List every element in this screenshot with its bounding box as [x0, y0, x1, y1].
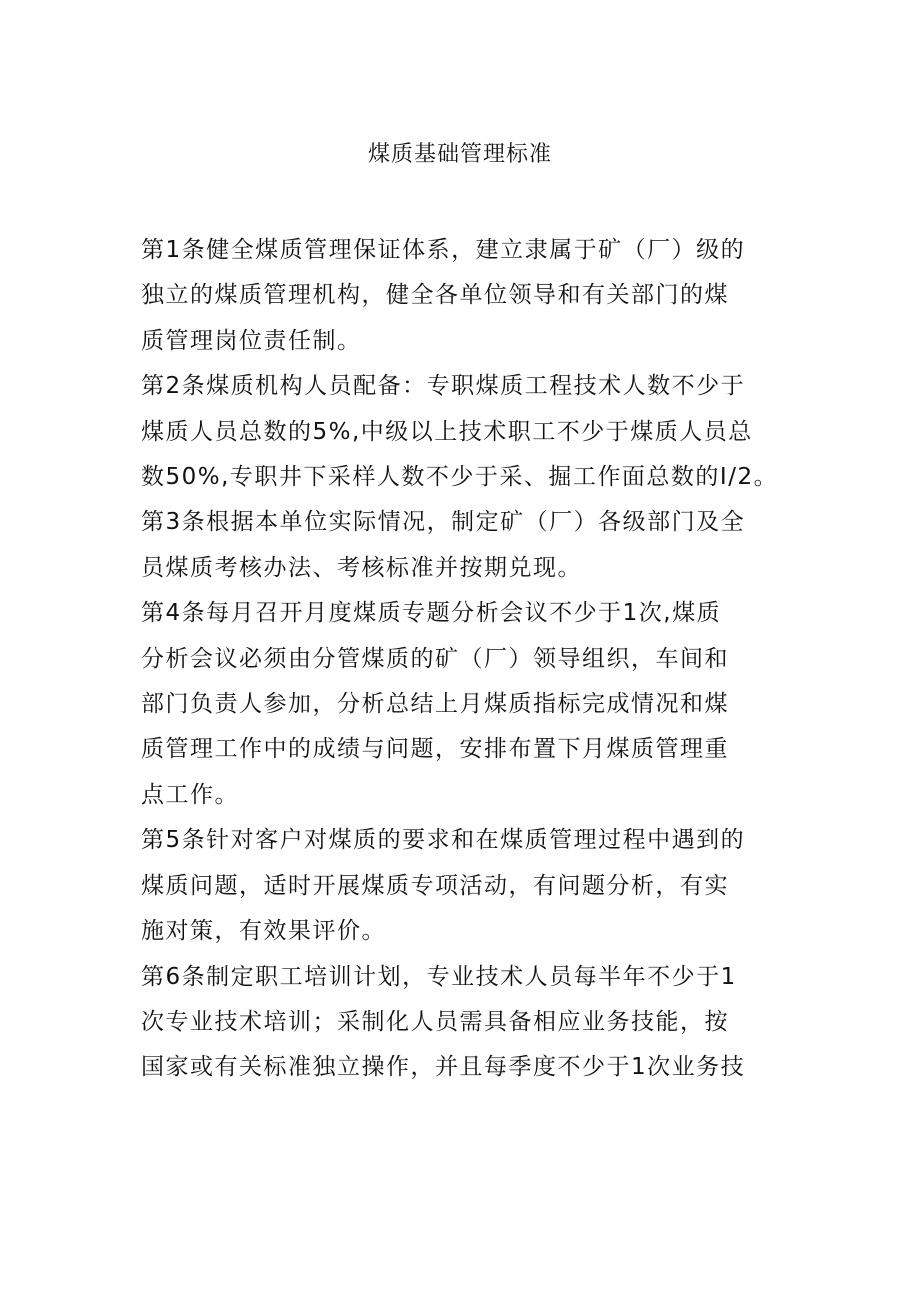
text-line: 第3条根据本单位实际情况，制定矿（厂）各级部门及全	[141, 509, 746, 536]
text-line: 部门负责人参加，分析总结上月煤质指标完成情况和煤	[141, 691, 729, 718]
text-line: 国家或有关标准独立操作，并且每季度不少于1次业务技	[141, 1054, 746, 1081]
text-line: 施对策，有效果评价。	[141, 918, 386, 945]
text-line: 第2条煤质机构人员配备：专职煤质工程技术人数不少于	[141, 373, 746, 400]
text-line: 第6条制定职工培训计划，专业技术人员每半年不少于1	[141, 963, 737, 990]
text-line: 次专业技术培训；采制化人员需具备相应业务技能，按	[141, 1008, 729, 1035]
text-line: 点工作。	[141, 781, 239, 808]
text-line: 煤质问题，适时开展煤质专项活动，有问题分析，有实	[141, 872, 729, 899]
document-title: 煤质基础管理标准	[367, 142, 552, 167]
text-line: 第5条针对客户对煤质的要求和在煤质管理过程中遇到的	[141, 827, 746, 854]
text-line: 质管理工作中的成绩与问题，安排布置下月煤质管理重	[141, 736, 729, 763]
text-line: 煤质人员总数的5%,中级以上技术职工不少于煤质人员总	[141, 418, 753, 445]
text-line: 第4条每月召开月度煤质专题分析会议不少于1次,煤质	[141, 600, 722, 627]
text-line: 独立的煤质管理机构，健全各单位领导和有关部门的煤	[141, 282, 729, 309]
text-line: 第1条健全煤质管理保证体系，建立隶属于矿（厂）级的	[141, 237, 746, 263]
document-body	[141, 228, 821, 1091]
text-line: 数50%,专职井下采样人数不少于采、掘工作面总数的I/2。	[141, 464, 779, 491]
text-line: 质管理岗位责任制。	[141, 327, 362, 354]
text-line: 分析会议必须由分管煤质的矿（厂）领导组织，车间和	[141, 645, 729, 672]
text-line: 员煤质考核办法、考核标准并按期兑现。	[141, 554, 582, 581]
